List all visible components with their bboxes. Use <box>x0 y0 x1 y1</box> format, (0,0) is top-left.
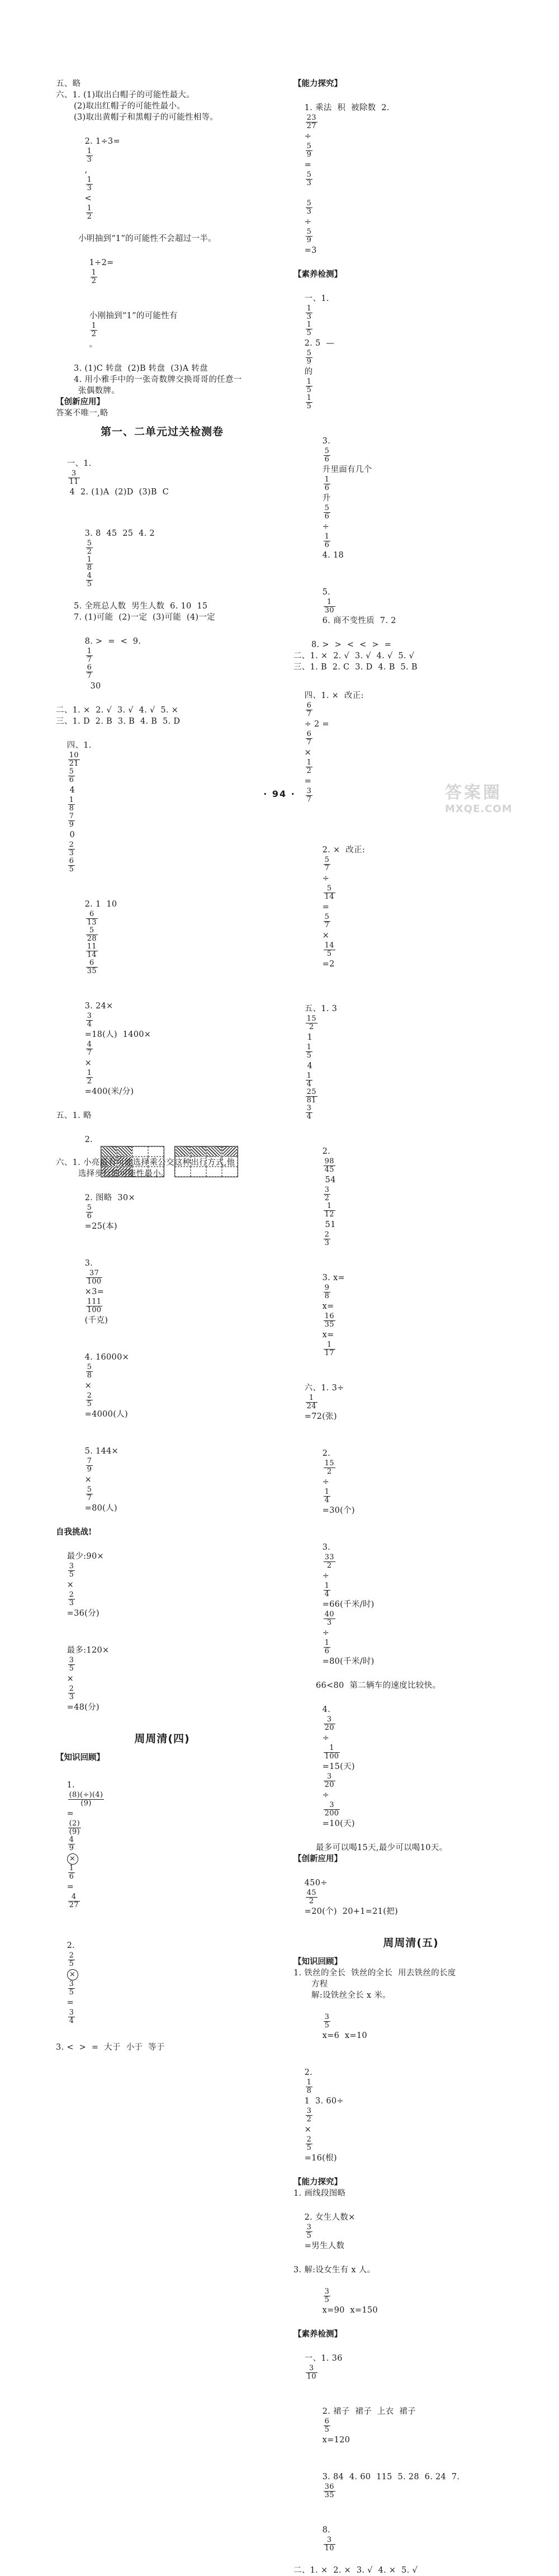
text-line: 张偶数牌。 <box>78 386 120 395</box>
fraction: $\frac{1}{8}$ <box>87 555 92 572</box>
text-line: 六、1. 3÷ $\frac{1}{24}$ =72(张) <box>304 1384 344 1421</box>
text-line: 二、1. × 2. √ 3. √ 4. √ 5. × <box>56 706 179 715</box>
text-line: 1. 画线段图略 <box>293 2189 346 2198</box>
section-heading: 【素养检测】 <box>293 2329 342 2339</box>
text-line: 一、1. 36 $\frac{3}{10}$ <box>304 2354 343 2381</box>
left-column <box>56 78 268 2053</box>
text-line: 3. < > = 大于 小于 等于 <box>56 2043 165 2052</box>
text-line: 3. $\frac{33}{2}$ ÷ $\frac{1}{4}$ =66(千米/时) $\frac{40}{3}$ ÷ $\frac{1}{6}$ =80(千米/时) <box>322 1543 375 1666</box>
text-line: 2. <box>56 1121 268 1157</box>
text-line: 六、1. (1)取出白帽子的可能性最大。 <box>56 91 195 100</box>
text-line: 3. x= $\frac{9}{8}$ x= $\frac{16}{35}$ x= $\frac{1}{17}$ <box>322 1273 345 1357</box>
text-line: 小明抽到“1”的可能性不会超过一半。 <box>78 234 216 243</box>
text-line: 3. 8 45 25 4. 2 $\frac{5}{2}$ $\frac{1}{8}$ $\frac{4}{5}$ <box>84 529 155 588</box>
text-line: 答案不唯一,略 <box>56 409 108 418</box>
text-line: 5. $\frac{1}{30}$ 6. 商不变性质 7. 2 <box>322 588 396 625</box>
text-line: 最少:90× $\frac{3}{5}$ × $\frac{2}{3}$ =36(分) <box>67 1552 104 1618</box>
section-title: 第一、二单元过关检测卷 <box>100 426 224 438</box>
text-line: 选择步行的可能性最小。 <box>78 1169 169 1178</box>
text-line: 四、1. × 改正: $\frac{6}{7}$ ÷ 2 = $\frac{6}{7}$ × $\frac{1}{2}$ = $\frac{3}{7}$ <box>304 691 364 804</box>
page-number: · 94 · <box>263 789 296 799</box>
text-line: 2. 图略 30× $\frac{5}{6}$ =25(本) <box>84 1193 135 1231</box>
text-line: 2. $\frac{2}{5}$ × $\frac{3}{5}$ = $\frac{3}{4}$ <box>56 1927 268 2037</box>
text-line: 66<80 第二辆车的速度比较快。 <box>316 1681 441 1690</box>
text-line: 1÷2= $\frac{1}{2}$ <box>89 258 114 285</box>
section-heading: 【素养检测】 <box>293 270 342 279</box>
text-line: 二、1. × 2. × 3. √ 4. × 5. √ <box>293 2566 418 2575</box>
text-line: 2. $\frac{15}{2}$ ÷ $\frac{1}{4}$ =30(个) <box>322 1449 355 1515</box>
text-line: 五、1. 略 <box>56 1111 92 1120</box>
section-heading: 【创新应用】 <box>293 1854 342 1863</box>
text-line: 三、1. D 2. B 3. B 4. B 5. D <box>56 717 181 726</box>
section-heading: 【创新应用】 <box>56 397 105 407</box>
section-title: 周周清(四) <box>134 1733 190 1745</box>
text-line: 2. × 改正: $\frac{5}{7}$ ÷ $\frac{5}{14}$ = $\frac{5}{7}$ × $\frac{14}{5}$ =2 <box>322 846 366 969</box>
fraction: $\frac{1}{2}$ <box>91 322 97 338</box>
text-line: 1. $\frac{(8)(\div)(4)}{(9)}$ = $\frac{(2)}{(9)}$ $\frac{4}{9}$ × $\frac{1}{6}$ = $\frac{4}{27}$ <box>67 1781 103 1909</box>
text-line: 2. 1÷3= $\frac{1}{3}$ , $\frac{1}{3}$ < $\frac{1}{2}$ <box>84 137 120 221</box>
text-line: 5. 144× $\frac{7}{9}$ × $\frac{5}{7}$ =80(人) <box>84 1447 119 1513</box>
text-line: 450÷ $\frac{45}{2}$ =20(个) 20+1=21(把) <box>304 1879 398 1916</box>
text-line: 1. 乘法 积 被除数 2. $\frac{23}{27}$ ÷ $\frac{5}{9}$ = $\frac{5}{3}$ $\frac{5}{3}$ ÷ $\frac{5}{9}$ =3 <box>304 103 390 255</box>
text-line: 2. 裙子 裙子 上衣 裙子 $\frac{6}{5}$ x=120 <box>322 2407 416 2445</box>
text-line: 1. 铁丝的全长 铁丝的全长 用去铁丝的长度 <box>293 1969 456 1978</box>
text-line: 2. $\frac{1}{8}$ 1 3. 60÷ $\frac{3}{2}$ × $\frac{2}{5}$ =16(根) <box>304 2068 344 2163</box>
fraction: $\frac{3}{11}$ <box>69 469 79 486</box>
text-line: 2. 女生人数× $\frac{3}{5}$ =男生人数 <box>304 2213 356 2251</box>
text-line: 8. > = < 9. $\frac{1}{7}$ $\frac{6}{7}$ 30 <box>84 637 141 691</box>
section-heading: 【能力探究】 <box>293 79 342 88</box>
text-line: 5. 全班总人数 男生人数 6. 10 15 <box>74 602 208 611</box>
text-line: 解:设铁丝全长 x 米。 <box>311 1991 391 2000</box>
fraction: $\frac{1}{3}$ <box>87 176 92 192</box>
text-line: 六、1. 小亮最有可能选择乘公交这种出行方式,他 <box>56 1158 235 1167</box>
section-heading: 【知识回顾】 <box>56 1753 105 1762</box>
text-line: 2. $\frac{98}{45}$ 54 $\frac{3}{2}$ $\frac{1}{12}$ 51 $\frac{2}{3}$ <box>322 1147 339 1247</box>
text-line: 最多:120× $\frac{3}{5}$ × $\frac{2}{3}$ =48(分) <box>67 1646 110 1712</box>
text-line: (3)取出黄帽子和黑帽子的可能性相等。 <box>74 113 219 122</box>
text-line: 3. (1)C 转盘 (2)B 转盘 (3)A 转盘 <box>74 364 208 373</box>
multiply-circle-icon: × <box>67 1969 78 1980</box>
fraction: $\frac{1}{3}$ <box>87 147 92 164</box>
text-line: 四、1. $\frac{10}{21}$ $\frac{5}{6}$ 4 $\frac{1}{8}$ $\frac{7}{9}$ 0 $\frac{2}{3}$ $\frac{6}{5}$ <box>67 741 92 874</box>
text-line: 8. > > < < > = <box>311 640 392 649</box>
section-heading: 自我挑战! <box>56 1527 92 1537</box>
fraction: $\frac{6}{7}$ <box>87 663 92 680</box>
text-line: 3. $\frac{37}{100}$ ×3= $\frac{111}{100}$ (千克) <box>84 1259 108 1325</box>
text-line: 二、1. × 2. √ 3. √ 4. √ 5. √ <box>293 652 415 660</box>
text-line: 三、1. B 2. C 3. D 4. B 5. B <box>293 663 418 672</box>
text-line: (2)取出红帽子的可能性最小。 <box>74 102 186 111</box>
section-title: 周周清(五) <box>383 1937 439 1949</box>
text-line: 最多可以喝15天,最少可以喝10天。 <box>316 1843 448 1852</box>
text-line: 3. 84 4. 60 115 5. 28 6. 24 7. $\frac{36}{35}$ <box>322 2473 460 2499</box>
section-heading: 【能力探究】 <box>293 2177 342 2187</box>
text-line: $\frac{3}{5}$ x=90 x=150 <box>322 2287 378 2315</box>
text-line: 3. 解:设女生有 x 人。 <box>293 2266 376 2275</box>
fraction: $\frac{1}{2}$ <box>91 268 97 285</box>
text-line: 方程 <box>311 1980 328 1989</box>
right-column <box>293 78 528 2576</box>
fraction: $\frac{4}{5}$ <box>87 572 92 588</box>
text-line: 五、1. 3 $\frac{15}{2}$ 1 $\frac{1}{5}$ 4 $\frac{1}{4}$ $\frac{25}{81}$ $\frac{3}{4}$ <box>304 1004 338 1121</box>
multiply-circle-icon: × <box>67 1853 78 1865</box>
text-line: $\frac{3}{5}$ x=6 x=10 <box>322 2013 367 2040</box>
watermark-logo: 答案圈 MXQE.COM <box>445 783 513 815</box>
text-line: 2. 1 10 $\frac{6}{13}$ $\frac{5}{28}$ $\frac{11}{14}$ $\frac{6}{35}$ <box>84 900 117 975</box>
text-line: 3. $\frac{5}{6}$ 升里面有几个 $\frac{1}{6}$ 升 $\frac{5}{6}$ ÷ $\frac{1}{6}$ 4. 18 <box>322 437 372 560</box>
text-line: 一、1. $\frac{3}{11}$ 4 2. (1)A (2)D (3)B C <box>67 459 169 497</box>
fraction: $\frac{1}{7}$ <box>87 647 92 664</box>
fraction: $\frac{1}{2}$ <box>87 204 92 221</box>
text-line: 4. 16000× $\frac{5}{8}$ × $\frac{2}{5}$ =4000(人) <box>84 1353 130 1419</box>
section-heading: 【知识回顾】 <box>293 1957 342 1966</box>
text-line: 8. $\frac{3}{10}$ <box>322 2526 334 2553</box>
text-line: 五、略 <box>56 79 81 88</box>
text-line: 4. 用小雅手中的一张奇数牌交换哥哥的任意一 <box>74 375 242 384</box>
fraction: $\frac{5}{2}$ <box>87 539 92 556</box>
text-line: 7. (1)可能 (2)一定 (3)可能 (4)一定 <box>74 613 215 622</box>
text-line: 小刚抽到“1”的可能性有 $\frac{1}{2}$ 。 <box>89 312 178 349</box>
text-line: 4. $\frac{3}{20}$ ÷ $\frac{1}{100}$ =15(天) $\frac{3}{20}$ ÷ $\frac{3}{200}$ =10(天) <box>322 1705 355 1828</box>
text-line: 3. 24× $\frac{3}{4}$ =18(人) 1400× $\frac{4}{7}$ × $\frac{1}{2}$ =400(米/分) <box>84 1002 151 1096</box>
text-line: 一、1. $\frac{1}{3}$ $\frac{1}{5}$ 2. 5 — $\frac{5}{9}$ 的 $\frac{1}{5}$ $\frac{1}{5}$ <box>304 294 335 411</box>
